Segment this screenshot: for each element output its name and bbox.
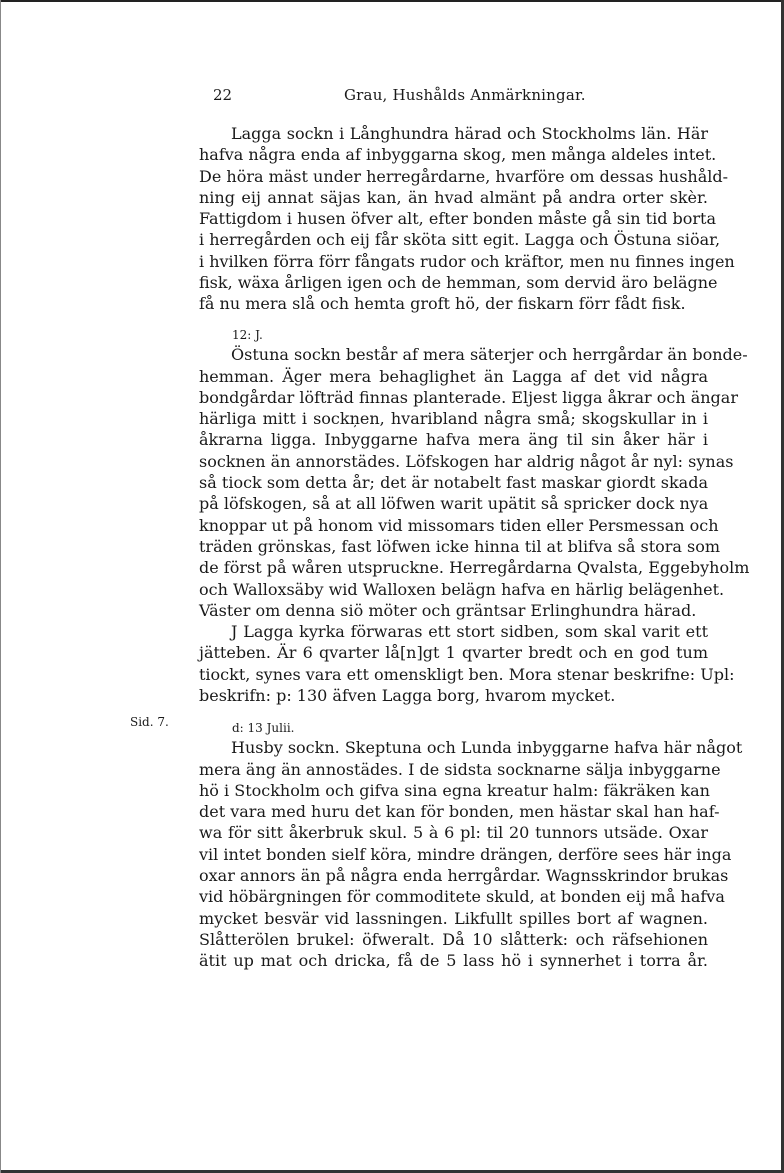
text-line: Slåtterölen brukel: öfweralt. Då 10 slåtterk: och räfsehionen <box>199 929 708 949</box>
text-line: åkrarna ligga. Inbyggarne hafva mera äng til sin åker här i <box>199 430 708 450</box>
paragraph-lagga <box>199 123 735 315</box>
scan-frame-top <box>0 0 784 2</box>
text-line: få nu mera slå och hemta groft hö, der fiskarn förr fådt fisk. <box>199 294 686 314</box>
text-line: mycket besvär vid lassningen. Likfullt spilles bort af wagnen. <box>199 908 708 928</box>
text-line: tiockt, synes vara ett omenskligt ben. Mora stenar beskrifne: Upl: <box>199 664 735 684</box>
text-line: De höra mäst under herregårdarne, hvarföre om dessas hushåld- <box>199 166 729 186</box>
text-line: socknen än annorstädes. Löfskogen har aldrig något år nyl: synas <box>199 451 734 471</box>
text-line: härliga mitt i sockņen, hvaribland några små; skogskullar in i <box>199 409 708 429</box>
text-line: i hvilken förra förr fångats rudor och kräftor, men nu finnes ingen <box>199 251 735 271</box>
margin-note: Sid. 7. <box>130 715 169 729</box>
text-line: ätit up mat och dricka, få de 5 lass hö i synnerhet i torra år. <box>199 951 708 971</box>
text-line: hafva några enda af inbyggarna skog, men många aldeles intet. <box>199 145 717 165</box>
paragraph-ostuna <box>199 323 750 706</box>
text-line: hemman. Äger mera behaglighet än Lagga af det vid några <box>199 366 708 386</box>
text-line: Fattigdom i husen öfver alt, efter bonden måste gå sin tid borta <box>199 209 717 229</box>
running-title: Grau, Hushålds Anmärkningar. <box>344 86 586 104</box>
text-line: Östuna sockn består af mera säterjer och herrgårdar än bonde- <box>231 345 748 365</box>
date-line: 12: J. <box>232 328 263 342</box>
text-line: J Lagga kyrka förwaras ett stort sidben, som skal varit ett <box>231 622 708 642</box>
paragraph-husby <box>199 716 743 972</box>
scan-frame-left <box>0 0 1 1173</box>
page-header <box>199 86 708 108</box>
text-line: det vara med huru det kan för bonden, men hästar skal han haf- <box>199 802 720 822</box>
text-line: bondgårdar löfträd finnas planterade. Eljest ligga åkrar och ängar <box>199 387 738 407</box>
text-line: vil intet bonden sielf köra, mindre drängen, derföre sees här inga <box>199 844 732 864</box>
text-line: och Walloxsäby wid Walloxen belägn hafva en härlig belägenhet. <box>199 579 725 599</box>
text-line: wa för sitt åkerbruk skul. 5 à 6 pl: til 20 tunnors utsäde. Oxar <box>199 823 708 843</box>
page-number: 22 <box>213 86 233 104</box>
text-line: de först på wåren utspruckne. Herregårdarna Qvalsta, Eggebyholm <box>199 558 750 578</box>
text-line: träden grönskas, fast löfwen icke hinna til at blifva så stora som <box>199 536 721 556</box>
text-line: jätteben. Är 6 qvarter lå[n]gt 1 qvarter bredt och en god tum <box>199 643 708 663</box>
text-line: oxar annors än på några enda herrgårdar. Wagnsskrindor brukas <box>199 866 729 886</box>
text-line: på löfskogen, så at all löfwen warit upätit så spricker dock nya <box>199 494 709 514</box>
text-line: i herregården och eij får sköta sitt egit. Lagga och Östuna siöar, <box>199 230 721 250</box>
text-line: hö i Stockholm och gifva sina egna kreatur halm: fäkräken kan <box>199 780 710 800</box>
text-line: ning eij annat säjas kan, än hvad almänt på andra orter skèr. <box>199 187 708 207</box>
text-line: beskrifn: p: 130 äfven Lagga borg, hvarom mycket. <box>199 686 616 706</box>
text-line: Lagga sockn i Långhundra härad och Stockholms län. Här <box>231 124 708 143</box>
text-line: så tiock som detta år; det är notabelt fast maskar giordt skada <box>199 473 708 493</box>
text-line: fisk, wäxa årligen igen och de hemman, som dervid äro belägne <box>199 273 718 293</box>
text-line: Husby sockn. Skeptuna och Lunda inbyggarne hafva här något <box>231 738 743 758</box>
date-line: d: 13 Julii. <box>232 721 295 735</box>
text-line: mera äng än annostädes. I de sidsta socknarne sälja inbyggarne <box>199 759 721 779</box>
text-line: vid höbärgningen för commoditete skuld, at bonden eij må hafva <box>199 887 725 907</box>
text-line: knoppar ut på honom vid missomars tiden eller Persmessan och <box>199 515 719 535</box>
text-line: Väster om denna siö möter och gräntsar Erlinghundra härad. <box>199 600 697 620</box>
